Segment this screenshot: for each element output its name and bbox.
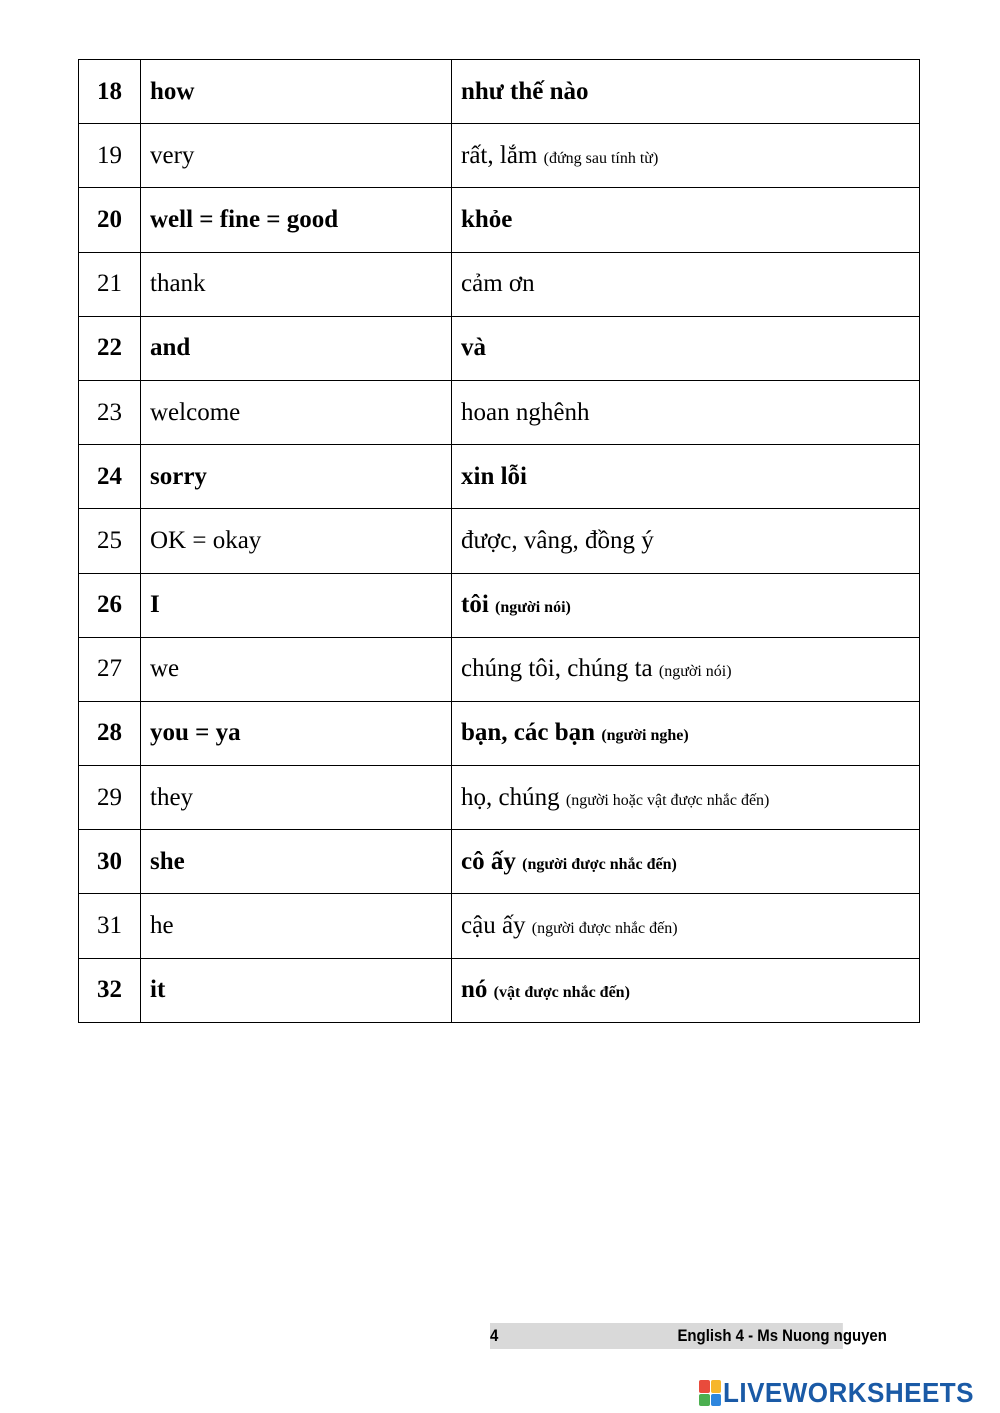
usage-note: (người được nhắc đến) [531,920,678,938]
row-number: 20 [79,188,141,252]
english-word: and [141,316,452,380]
row-number: 30 [79,830,141,894]
watermark-text: LIVEWORKSHEETS [723,1377,975,1408]
vietnamese-meaning-cell [452,830,920,894]
vietnamese-meaning: như thế nào [461,77,589,105]
row-number: 18 [79,60,141,124]
usage-note: (người được nhắc đến) [522,855,677,873]
table-row [79,573,920,637]
table-row [79,509,920,573]
vietnamese-meaning: khỏe [461,205,513,233]
row-number: 22 [79,316,141,380]
table-row [79,637,920,701]
vietnamese-meaning-cell [452,958,920,1022]
table-row [79,445,920,509]
english-word: you = ya [141,701,452,765]
row-number: 24 [79,445,141,509]
row-number: 28 [79,701,141,765]
english-word: I [141,573,452,637]
table-row [79,124,920,188]
row-number: 25 [79,509,141,573]
vietnamese-meaning-cell [452,701,920,765]
vietnamese-meaning: bạn, các bạn [461,719,596,747]
vietnamese-meaning-cell [452,445,920,509]
vietnamese-meaning-cell [452,573,920,637]
footer-title: English 4 - Ms Nuong nguyen [677,1326,887,1345]
row-number: 29 [79,766,141,830]
vietnamese-meaning: cảm ơn [461,270,535,298]
table-row [79,894,920,958]
vietnamese-meaning-cell [452,252,920,316]
english-word: they [141,766,452,830]
vietnamese-meaning-cell [452,380,920,444]
english-word: well = fine = good [141,188,452,252]
vietnamese-meaning: xin lỗi [461,462,527,490]
english-word: she [141,830,452,894]
page-footer [490,1323,887,1349]
vietnamese-meaning: họ, chúng [461,783,560,811]
vietnamese-meaning: hoan nghênh [461,398,590,426]
vietnamese-meaning: được, vâng, đồng ý [461,526,654,554]
vietnamese-meaning-cell [452,766,920,830]
table-row [79,380,920,444]
row-number: 21 [79,252,141,316]
row-number: 26 [79,573,141,637]
table-row [79,958,920,1022]
english-word: welcome [141,380,452,444]
page-number: 4 [490,1326,499,1345]
row-number: 32 [79,958,141,1022]
english-word: sorry [141,445,452,509]
english-word: it [141,958,452,1022]
usage-note: (người nghe) [601,727,689,745]
english-word: OK = okay [141,509,452,573]
vocabulary-table-body [79,60,920,1023]
table-row [79,316,920,380]
row-number: 27 [79,637,141,701]
english-word: very [141,124,452,188]
usage-note: (người nói) [658,663,732,681]
vietnamese-meaning: cô ấy [461,847,516,875]
row-number: 23 [79,380,141,444]
table-row [79,60,920,124]
english-word: we [141,637,452,701]
table-row [79,766,920,830]
table-row [79,701,920,765]
usage-note: (người hoặc vật được nhắc đến) [565,791,770,809]
usage-note: (người nói) [495,599,571,617]
vocabulary-table [78,59,920,1023]
vietnamese-meaning: tôi [461,591,489,619]
vietnamese-meaning-cell [452,509,920,573]
vietnamese-meaning-cell [452,60,920,124]
vietnamese-meaning-cell [452,124,920,188]
row-number: 31 [79,894,141,958]
liveworksheets-logo-icon [699,1380,721,1406]
vietnamese-meaning: chúng tôi, chúng ta [461,655,653,683]
usage-note: (vật được nhắc đến) [493,984,630,1002]
english-word: thank [141,252,452,316]
vietnamese-meaning-cell [452,894,920,958]
vietnamese-meaning: rất, lắm [461,141,538,169]
vietnamese-meaning: và [461,334,486,362]
english-word: how [141,60,452,124]
table-row [79,188,920,252]
row-number: 19 [79,124,141,188]
english-word: he [141,894,452,958]
vietnamese-meaning-cell [452,637,920,701]
vietnamese-meaning: cậu ấy [461,912,526,940]
table-row [79,830,920,894]
table-row [79,252,920,316]
vietnamese-meaning-cell [452,188,920,252]
vietnamese-meaning-cell [452,316,920,380]
vietnamese-meaning: nó [461,976,488,1004]
liveworksheets-watermark [699,1378,993,1408]
usage-note: (đứng sau tính từ) [543,149,659,167]
